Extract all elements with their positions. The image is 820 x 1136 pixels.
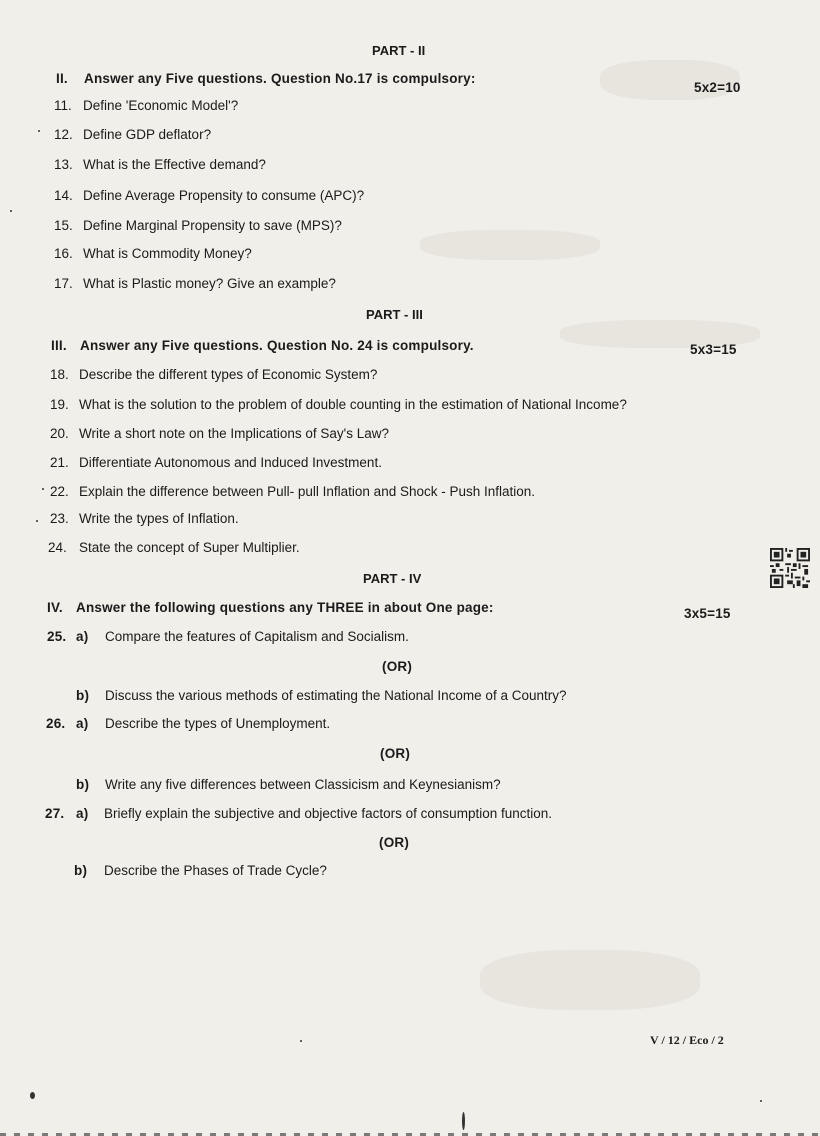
question-text: Define Marginal Propensity to save (MPS)? bbox=[83, 218, 342, 233]
paper-smudge bbox=[480, 950, 700, 1010]
scan-speck bbox=[760, 1100, 762, 1102]
question-number: 12. bbox=[54, 127, 73, 142]
question-number: 27. bbox=[45, 806, 65, 821]
scan-speck bbox=[10, 210, 12, 212]
scan-speck bbox=[300, 1040, 302, 1042]
question-text: What is Commodity Money? bbox=[83, 246, 252, 261]
option-b-text: Discuss the various methods of estimating the National Income of a Country? bbox=[105, 688, 567, 703]
question-text: State the concept of Super Multiplier. bbox=[79, 540, 300, 555]
qr-code bbox=[770, 548, 810, 588]
part3-marks: 5x3=15 bbox=[690, 342, 737, 357]
part3-instruction: Answer any Five questions. Question No. 24 is compulsory. bbox=[80, 338, 474, 353]
question-number: 24. bbox=[48, 540, 67, 555]
scan-speck bbox=[38, 130, 40, 132]
scan-speck bbox=[42, 488, 44, 490]
or-separator: (OR) bbox=[380, 746, 411, 761]
part3-heading: PART - III bbox=[366, 307, 423, 322]
option-b-label: b) bbox=[74, 863, 88, 878]
question-number: 15. bbox=[54, 218, 73, 233]
question-text: Explain the difference between Pull- pull Inflation and Shock - Push Inflation. bbox=[79, 484, 536, 499]
part2-instruction: Answer any Five questions. Question No.17 is compulsory: bbox=[84, 71, 476, 86]
question-number: 20. bbox=[50, 426, 69, 441]
option-a-text: Compare the features of Capitalism and Socialism. bbox=[105, 629, 409, 644]
question-text: Define Average Propensity to consume (APC)? bbox=[83, 188, 365, 203]
scan-speck bbox=[36, 520, 38, 522]
question-number: 16. bbox=[54, 246, 73, 261]
option-b-label: b) bbox=[76, 777, 90, 792]
question-text: Describe the different types of Economic System? bbox=[79, 367, 378, 382]
option-a-label: a) bbox=[76, 716, 89, 731]
scan-speck bbox=[30, 1092, 35, 1099]
option-a-label: a) bbox=[76, 629, 89, 644]
part3-instruction-number: III. bbox=[51, 338, 67, 353]
question-text: Define 'Economic Model'? bbox=[83, 98, 239, 113]
question-text: Write the types of Inflation. bbox=[79, 511, 239, 526]
question-text: What is the solution to the problem of double counting in the estimation of National Income? bbox=[79, 397, 627, 412]
or-separator: (OR) bbox=[382, 659, 413, 674]
part4-instruction-number: IV. bbox=[47, 600, 63, 615]
question-number: 19. bbox=[50, 397, 69, 412]
question-number: 11. bbox=[54, 98, 72, 113]
or-separator: (OR) bbox=[379, 835, 410, 850]
part4-instruction: Answer the following questions any THREE in about One page: bbox=[76, 600, 494, 615]
option-b-label: b) bbox=[76, 688, 90, 703]
question-number: 17. bbox=[54, 276, 73, 291]
question-number: 13. bbox=[54, 157, 73, 172]
question-text: Define GDP deflator? bbox=[83, 127, 212, 142]
question-number: 25. bbox=[47, 629, 67, 644]
option-a-text: Briefly explain the subjective and objective factors of consumption function. bbox=[104, 806, 552, 821]
question-text: What is the Effective demand? bbox=[83, 157, 266, 172]
question-number: 26. bbox=[46, 716, 66, 731]
option-a-text: Describe the types of Unemployment. bbox=[105, 716, 331, 731]
scan-speck bbox=[462, 1112, 465, 1130]
question-text: Differentiate Autonomous and Induced Investment. bbox=[79, 455, 382, 470]
paper-smudge bbox=[420, 230, 600, 260]
question-text: Write a short note on the Implications of Say's Law? bbox=[79, 426, 389, 441]
question-text: What is Plastic money? Give an example? bbox=[83, 276, 336, 291]
part2-heading: PART - II bbox=[372, 43, 426, 58]
option-b-text: Describe the Phases of Trade Cycle? bbox=[104, 863, 327, 878]
option-b-text: Write any five differences between Classicism and Keynesianism? bbox=[105, 777, 501, 792]
question-number: 14. bbox=[54, 188, 73, 203]
part2-instruction-number: II. bbox=[56, 71, 68, 86]
part2-marks: 5x2=10 bbox=[694, 80, 741, 95]
option-a-label: a) bbox=[76, 806, 89, 821]
part4-marks: 3x5=15 bbox=[684, 606, 731, 621]
question-number: 21. bbox=[50, 455, 69, 470]
question-number: 23. bbox=[50, 511, 69, 526]
part4-heading: PART - IV bbox=[363, 571, 422, 586]
question-number: 18. bbox=[50, 367, 69, 382]
question-number: 22. bbox=[50, 484, 69, 499]
paper-code: V / 12 / Eco / 2 bbox=[650, 1033, 724, 1047]
